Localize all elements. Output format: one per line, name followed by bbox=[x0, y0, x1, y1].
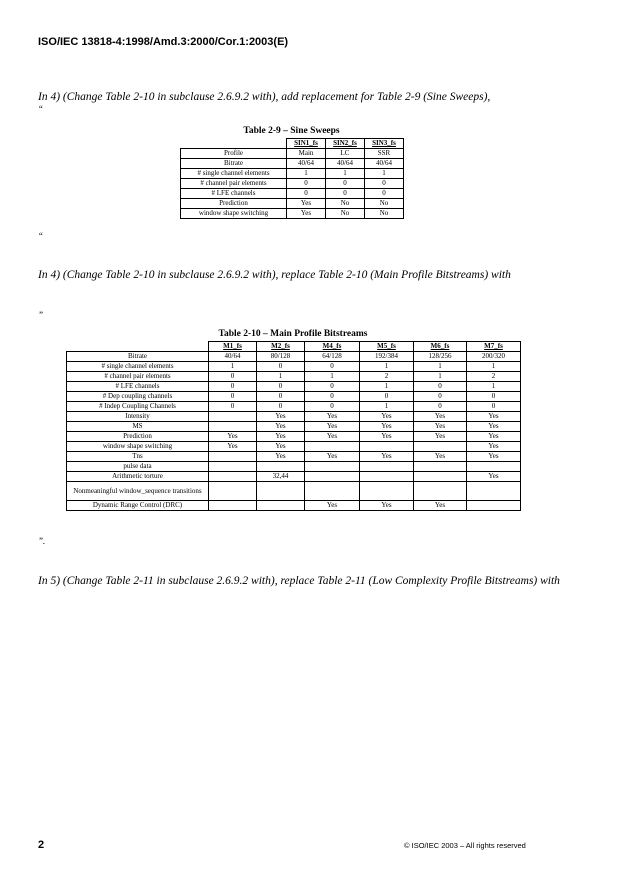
instruction-paragraph-3: In 5) (Change Table 2-11 in subclause 2.6.9.2 with), replace Table 2-11 (Low Complexity Profile Bitstreams) with bbox=[38, 575, 560, 587]
table-cell: 0 bbox=[365, 179, 404, 189]
table-row bbox=[67, 382, 521, 392]
row-label-cell: Prediction bbox=[181, 199, 287, 209]
table-cell: 0 bbox=[305, 402, 360, 412]
table-cell bbox=[257, 462, 305, 472]
table-row bbox=[67, 452, 521, 462]
column-header bbox=[181, 139, 287, 149]
table-cell: Yes bbox=[287, 209, 326, 219]
table-row bbox=[67, 392, 521, 402]
table-cell: Yes bbox=[305, 432, 360, 442]
table-row bbox=[67, 482, 521, 501]
column-header bbox=[67, 342, 209, 352]
table-cell: 1 bbox=[287, 169, 326, 179]
table-cell: 40/64 bbox=[209, 352, 257, 362]
table-cell: Yes bbox=[414, 412, 467, 422]
table-cell bbox=[257, 482, 305, 501]
table-header-row bbox=[67, 342, 521, 352]
table-row bbox=[181, 159, 404, 169]
table-cell: Yes bbox=[467, 472, 521, 482]
table-row bbox=[67, 352, 521, 362]
table-cell bbox=[360, 462, 414, 472]
table-row bbox=[181, 179, 404, 189]
row-label-cell: # channel pair elements bbox=[67, 372, 209, 382]
table-cell: 1 bbox=[257, 372, 305, 382]
table-cell: 0 bbox=[326, 189, 365, 199]
table-cell bbox=[209, 422, 257, 432]
row-label-cell: MS bbox=[67, 422, 209, 432]
table-row bbox=[67, 462, 521, 472]
row-label-cell: Prediction bbox=[67, 432, 209, 442]
table-cell: Yes bbox=[257, 422, 305, 432]
table-cell bbox=[305, 472, 360, 482]
row-label-cell: Nonmeaningful window_sequence transitions bbox=[67, 482, 209, 501]
table-cell: Yes bbox=[257, 432, 305, 442]
table-cell: Yes bbox=[467, 452, 521, 462]
table-row bbox=[67, 501, 521, 511]
table-cell: Yes bbox=[360, 412, 414, 422]
table-cell: Yes bbox=[360, 422, 414, 432]
table-cell: 0 bbox=[287, 179, 326, 189]
table-header-row bbox=[181, 139, 404, 149]
table-cell: 0 bbox=[209, 372, 257, 382]
table-row bbox=[181, 199, 404, 209]
row-label-cell: # single channel elements bbox=[67, 362, 209, 372]
table-cell bbox=[209, 462, 257, 472]
row-label-cell: window shape switching bbox=[181, 209, 287, 219]
table-cell: 64/128 bbox=[305, 352, 360, 362]
table-cell: 32,44 bbox=[257, 472, 305, 482]
table-cell: Yes bbox=[257, 442, 305, 452]
table-cell: SSR bbox=[365, 149, 404, 159]
table-cell: Yes bbox=[305, 422, 360, 432]
table-cell: 0 bbox=[209, 392, 257, 402]
table-cell: 1 bbox=[414, 372, 467, 382]
table-cell: Yes bbox=[305, 452, 360, 462]
row-label-cell: # LFE channels bbox=[67, 382, 209, 392]
table-cell: 1 bbox=[414, 362, 467, 372]
row-label-cell: # LFE channels bbox=[181, 189, 287, 199]
table-cell: 0 bbox=[365, 189, 404, 199]
table-cell: Yes bbox=[414, 452, 467, 462]
row-label-cell: # single channel elements bbox=[181, 169, 287, 179]
table-cell bbox=[414, 472, 467, 482]
table-cell bbox=[360, 472, 414, 482]
table-cell: 0 bbox=[414, 402, 467, 412]
table-cell bbox=[414, 482, 467, 501]
table-cell bbox=[414, 462, 467, 472]
row-label-cell: window shape switching bbox=[67, 442, 209, 452]
table-cell: Yes bbox=[467, 432, 521, 442]
table-cell: Yes bbox=[360, 501, 414, 511]
table-cell: Yes bbox=[257, 452, 305, 462]
table-cell bbox=[467, 482, 521, 501]
table-cell: 128/256 bbox=[414, 352, 467, 362]
table-cell bbox=[209, 472, 257, 482]
table-cell: 40/64 bbox=[365, 159, 404, 169]
table-row bbox=[67, 412, 521, 422]
table-row bbox=[181, 149, 404, 159]
column-header: M7_fs bbox=[467, 342, 521, 352]
table-cell: 1 bbox=[467, 362, 521, 372]
row-label-cell: Tns bbox=[67, 452, 209, 462]
table-cell: 0 bbox=[209, 382, 257, 392]
table-row bbox=[67, 372, 521, 382]
table-cell bbox=[257, 501, 305, 511]
sine-sweeps-table bbox=[180, 138, 404, 219]
table-cell: Yes bbox=[414, 432, 467, 442]
table-cell: 0 bbox=[305, 382, 360, 392]
column-header: M6_fs bbox=[414, 342, 467, 352]
table-row bbox=[67, 362, 521, 372]
table-cell: 0 bbox=[305, 392, 360, 402]
row-label-cell: Bitrate bbox=[181, 159, 287, 169]
row-label-cell: # channel pair elements bbox=[181, 179, 287, 189]
table-cell: 0 bbox=[209, 402, 257, 412]
table-row bbox=[181, 169, 404, 179]
table-cell: 0 bbox=[326, 179, 365, 189]
instruction-paragraph-2: In 4) (Change Table 2-10 in subclause 2.6.9.2 with), replace Table 2-10 (Main Profile Bitstreams) with bbox=[38, 269, 511, 281]
table-cell: Yes bbox=[305, 412, 360, 422]
table-row bbox=[67, 432, 521, 442]
table-cell: 200/320 bbox=[467, 352, 521, 362]
table-cell: Yes bbox=[414, 422, 467, 432]
table-cell bbox=[467, 462, 521, 472]
table-cell: 0 bbox=[257, 362, 305, 372]
document-header: ISO/IEC 13818-4:1998/Amd.3:2000/Cor.1:2003(E) bbox=[38, 36, 289, 48]
column-header: M2_fs bbox=[257, 342, 305, 352]
table-cell bbox=[209, 452, 257, 462]
table-cell: Yes bbox=[414, 501, 467, 511]
table-cell: Yes bbox=[257, 412, 305, 422]
table-cell: 0 bbox=[257, 392, 305, 402]
row-label-cell: Dynamic Range Control (DRC) bbox=[67, 501, 209, 511]
table-cell bbox=[305, 482, 360, 501]
row-label-cell: # Dep coupling channels bbox=[67, 392, 209, 402]
table-cell bbox=[305, 442, 360, 452]
table-cell bbox=[360, 442, 414, 452]
table-cell bbox=[209, 501, 257, 511]
table-cell: 80/128 bbox=[257, 352, 305, 362]
open-quote-1: “ bbox=[38, 104, 44, 114]
table-cell: 1 bbox=[467, 382, 521, 392]
row-label-cell: Intensity bbox=[67, 412, 209, 422]
table-cell: 2 bbox=[467, 372, 521, 382]
page-number: 2 bbox=[38, 839, 45, 851]
close-quote-2: ”. bbox=[38, 536, 46, 546]
table-cell: 0 bbox=[467, 392, 521, 402]
row-label-cell: Arithmetic torture bbox=[67, 472, 209, 482]
column-header: M4_fs bbox=[305, 342, 360, 352]
table-cell: 0 bbox=[305, 362, 360, 372]
table-cell: 1 bbox=[360, 362, 414, 372]
table-cell: No bbox=[365, 209, 404, 219]
table-cell: Yes bbox=[287, 199, 326, 209]
table-cell: 1 bbox=[360, 402, 414, 412]
table-cell: 0 bbox=[257, 402, 305, 412]
table-cell: Yes bbox=[467, 412, 521, 422]
table-cell: 0 bbox=[360, 392, 414, 402]
table-cell: 0 bbox=[257, 382, 305, 392]
close-quote-1: “ bbox=[38, 231, 44, 241]
instruction-paragraph-1: In 4) (Change Table 2-10 in subclause 2.6.9.2 with), add replacement for Table 2-9 (Sine Sweeps), bbox=[38, 91, 491, 103]
column-header: M1_fs bbox=[209, 342, 257, 352]
table-cell bbox=[305, 462, 360, 472]
table-cell: 1 bbox=[365, 169, 404, 179]
table-2-10-title: Table 2-10 – Main Profile Bitstreams bbox=[218, 329, 368, 339]
table-cell: 1 bbox=[326, 169, 365, 179]
table-cell: 1 bbox=[360, 382, 414, 392]
table-cell: No bbox=[326, 209, 365, 219]
column-header: SIN1_fs bbox=[287, 139, 326, 149]
row-label-cell: Bitrate bbox=[67, 352, 209, 362]
table-cell: 0 bbox=[414, 392, 467, 402]
table-cell: No bbox=[365, 199, 404, 209]
table-row bbox=[181, 209, 404, 219]
table-cell: Yes bbox=[209, 442, 257, 452]
table-cell bbox=[467, 501, 521, 511]
table-cell bbox=[414, 442, 467, 452]
table-cell: 0 bbox=[287, 189, 326, 199]
open-quote-2: ” bbox=[38, 310, 44, 320]
row-label-cell: # Indep Coupling Channels bbox=[67, 402, 209, 412]
table-cell: 0 bbox=[414, 382, 467, 392]
table-cell: 1 bbox=[305, 372, 360, 382]
table-cell: 1 bbox=[209, 362, 257, 372]
table-cell: Yes bbox=[360, 452, 414, 462]
main-profile-bitstreams-table bbox=[66, 341, 521, 511]
table-row bbox=[67, 402, 521, 412]
column-header: SIN3_fs bbox=[365, 139, 404, 149]
table-row bbox=[67, 442, 521, 452]
copyright-notice: © ISO/IEC 2003 – All rights reserved bbox=[404, 841, 526, 850]
table-cell: LC bbox=[326, 149, 365, 159]
row-label-cell: Profile bbox=[181, 149, 287, 159]
table-row bbox=[67, 472, 521, 482]
table-2-9-title: Table 2-9 – Sine Sweeps bbox=[243, 126, 340, 136]
table-cell bbox=[360, 482, 414, 501]
table-cell: Yes bbox=[467, 422, 521, 432]
table-cell: Main bbox=[287, 149, 326, 159]
table-cell: Yes bbox=[360, 432, 414, 442]
table-cell: 0 bbox=[467, 402, 521, 412]
table-cell: 40/64 bbox=[287, 159, 326, 169]
column-header: SIN2_fs bbox=[326, 139, 365, 149]
table-cell: 192/384 bbox=[360, 352, 414, 362]
table-cell bbox=[209, 412, 257, 422]
table-cell: No bbox=[326, 199, 365, 209]
table-row bbox=[67, 422, 521, 432]
table-cell: Yes bbox=[209, 432, 257, 442]
table-cell: Yes bbox=[467, 442, 521, 452]
table-cell: 40/64 bbox=[326, 159, 365, 169]
table-cell bbox=[209, 482, 257, 501]
table-cell: 2 bbox=[360, 372, 414, 382]
table-cell: Yes bbox=[305, 501, 360, 511]
column-header: M5_fs bbox=[360, 342, 414, 352]
row-label-cell: pulse data bbox=[67, 462, 209, 472]
table-row bbox=[181, 189, 404, 199]
